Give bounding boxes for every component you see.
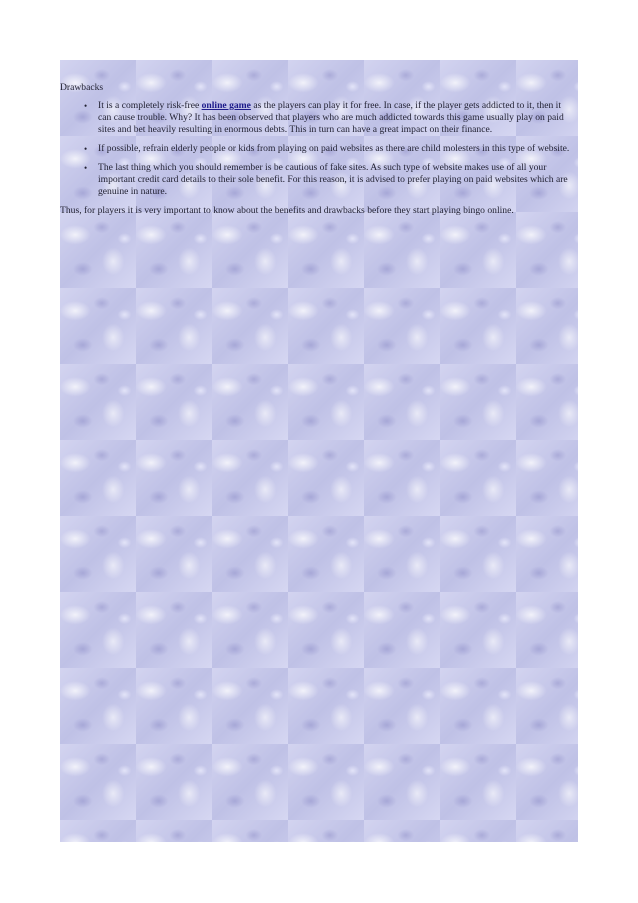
list-item (84, 162, 578, 198)
document-content (60, 82, 578, 217)
section-heading: Drawbacks (60, 82, 104, 93)
list-item-text: The last thing which you should remember is be cautious of fake sites. As such type of website makes use of all your important credit card details to their sole benefit. For this reason, it is advised to prefer playing on paid websites which are genuine in nature. (98, 162, 568, 197)
bullet-icon: • (84, 144, 88, 154)
bullet-icon: • (84, 163, 88, 173)
list-item-text: as the players can play it for free. In case, if the player gets addicted to it, then it can cause trouble. Why? It has been observed that players who are much addicted towards this game usually play on paid sites and bet heavily resulting in enormous debts. This in turn can have a great impact on their finance. (98, 100, 564, 135)
list-item (84, 143, 578, 155)
list-item-text: If possible, refrain elderly people or kids from playing on paid websites as there are child molesters in this type of website. (98, 143, 570, 154)
drawbacks-list (60, 100, 578, 198)
list-item (84, 100, 578, 136)
online-game-link[interactable]: online game (201, 100, 251, 111)
bullet-icon: • (84, 101, 88, 111)
list-item-text: It is a completely risk-free (98, 100, 202, 111)
conclusion-paragraph: Thus, for players it is very important to know about the benefits and drawbacks before they start playing bingo online. (60, 205, 514, 216)
